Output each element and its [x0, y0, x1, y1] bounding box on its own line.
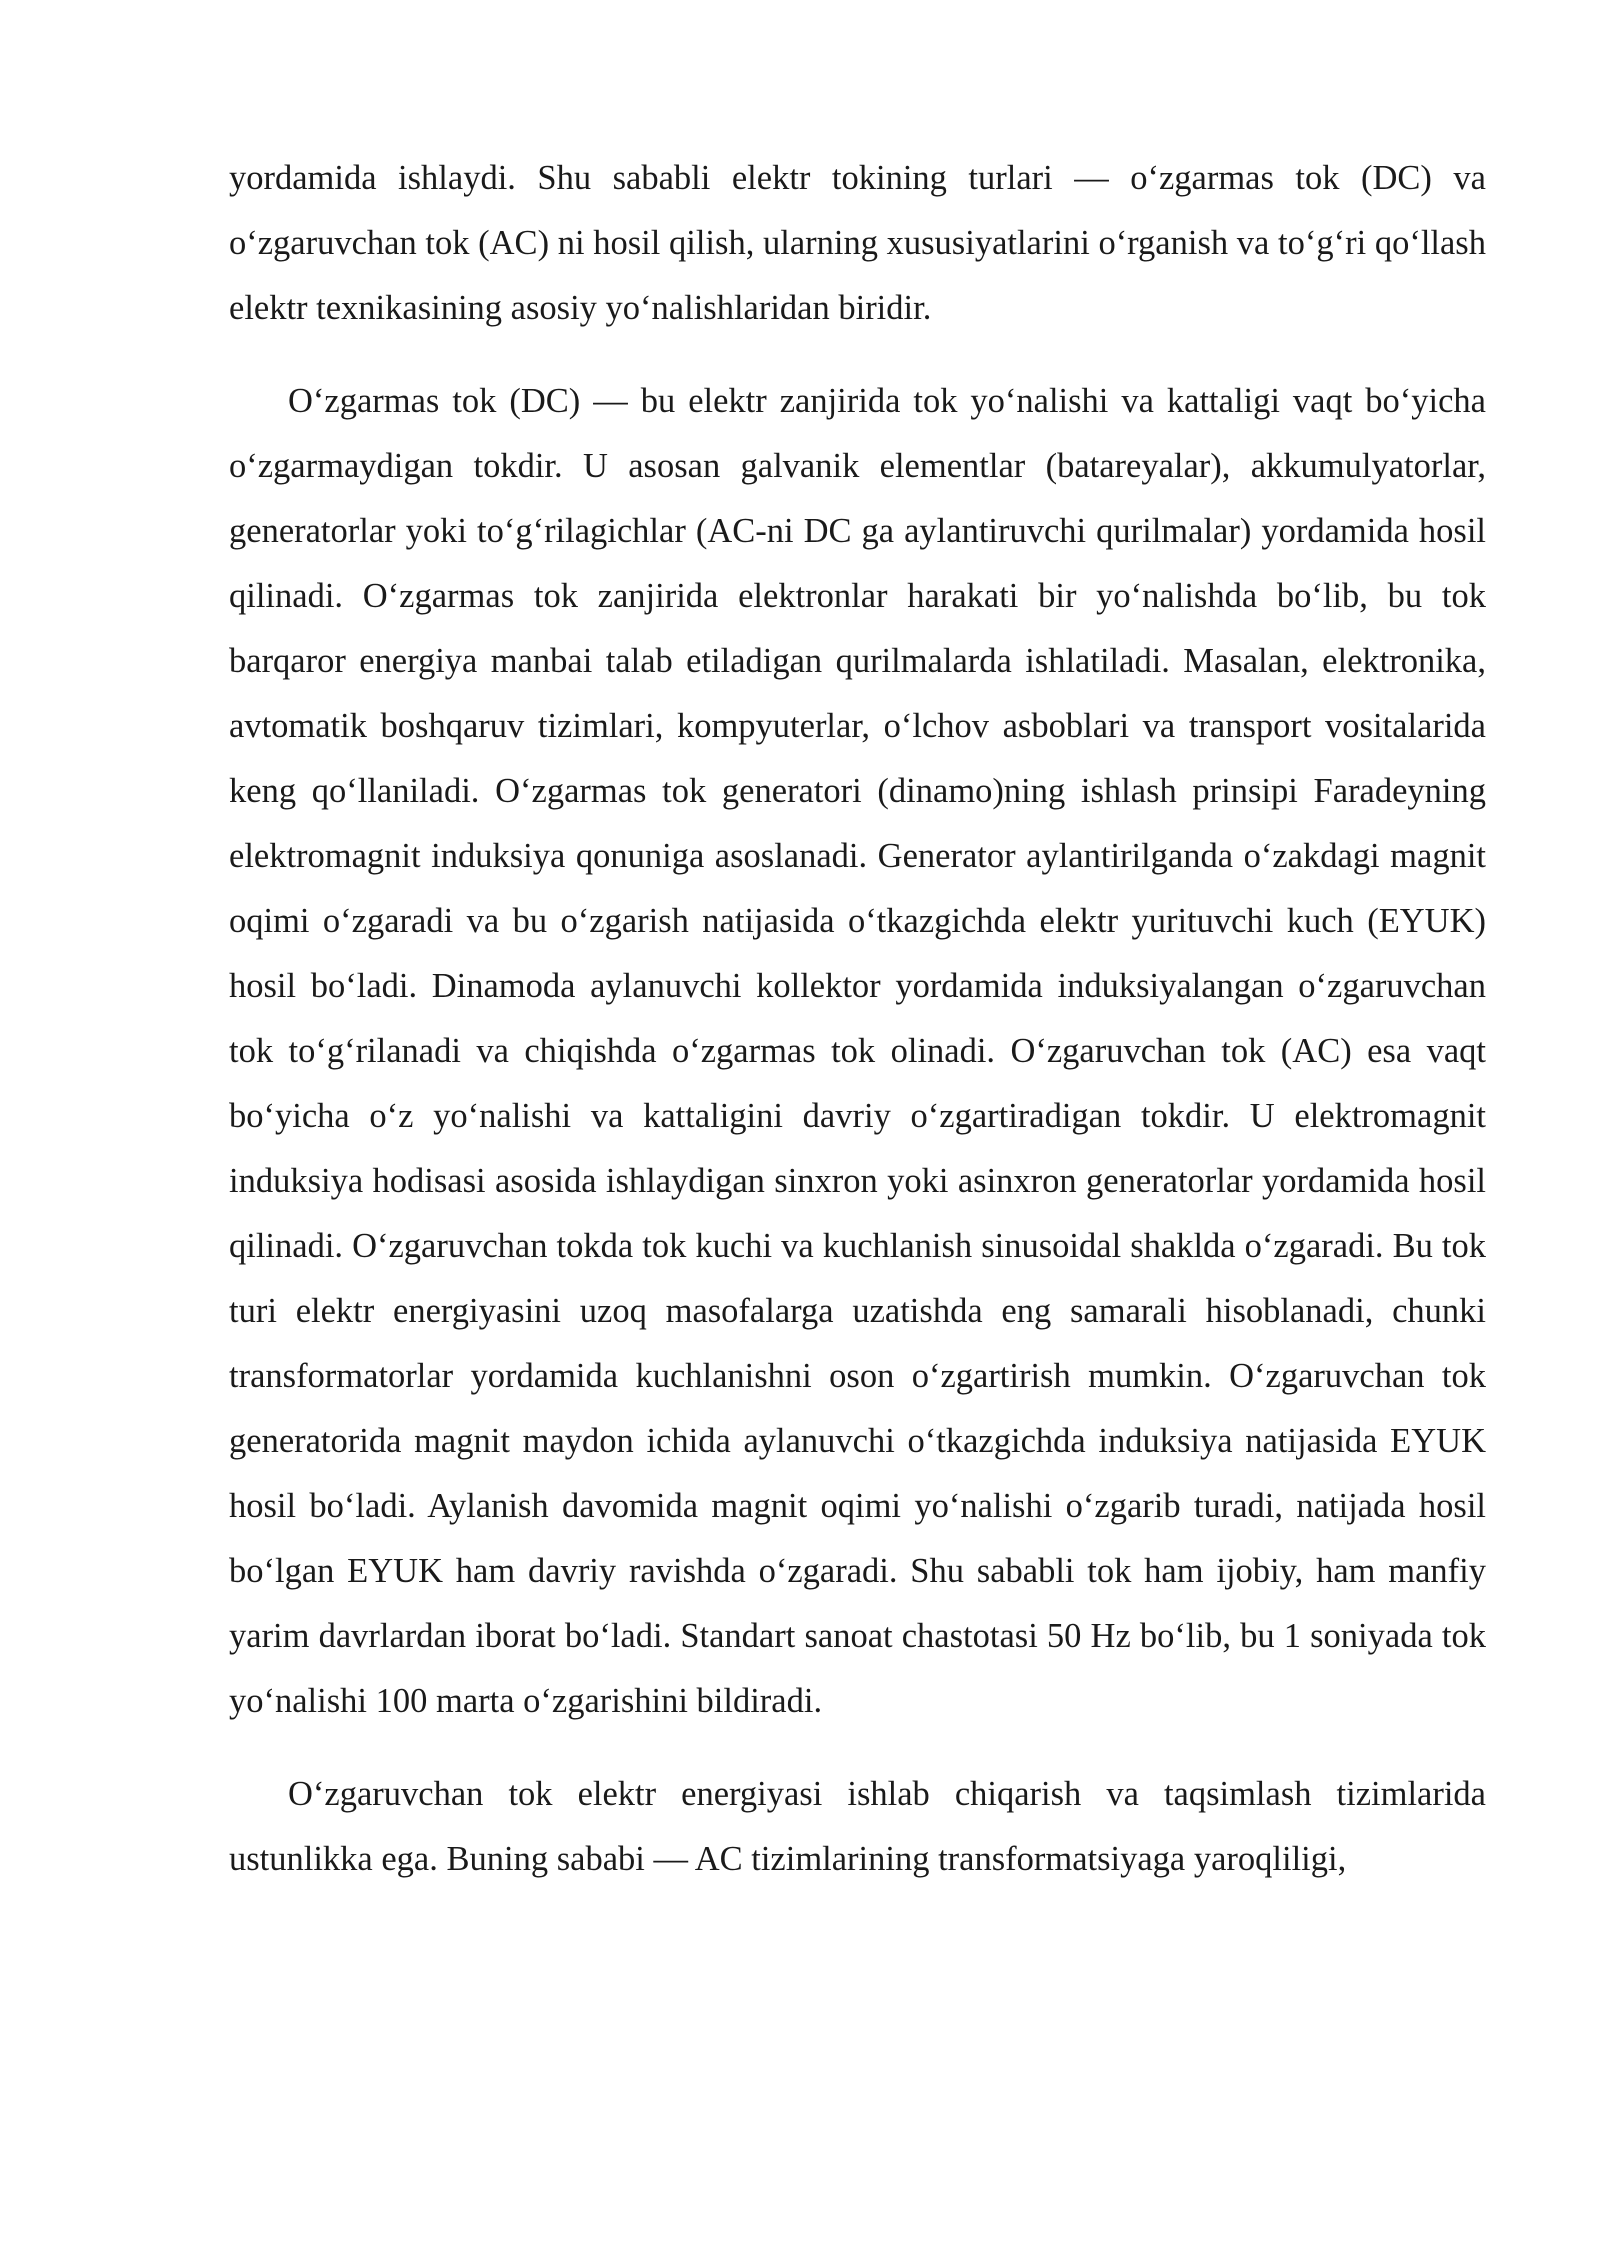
document-body: [229, 146, 1486, 1920]
paragraph-dc-ac: Oʻzgarmas tok (DC) — bu elektr zanjirida tok yoʻnalishi va kattaligi vaqt boʻyicha oʻzgarmaydigan tokdir. U asosan galvanik elementlar (batareyalar), akkumulyatorlar, generatorlar yoki toʻgʻrilagichlar (AC-ni DC ga aylantiruvchi qurilmalar) yordamida hosil qilinadi. Oʻzgarmas tok zanjirida elektronlar harakati bir yoʻnalishda boʻlib, bu tok barqaror energiya manbai talab etiladigan qurilmalarda ishlatiladi. Masalan, elektronika, avtomatik boshqaruv tizimlari, kompyuterlar, oʻlchov asboblari va transport vositalarida keng qoʻllaniladi. Oʻzgarmas tok generatori (dinamo)ning ishlash prinsipi Faradeyning elektromagnit induksiya qonuniga asoslanadi. Generator aylantirilganda oʻzakdagi magnit oqimi oʻzgaradi va bu oʻzgarish natijasida oʻtkazgichda elektr yurituvchi kuch (EYUK) hosil boʻladi. Dinamoda aylanuvchi kollektor yordamida induksiyalangan oʻzgaruvchan tok toʻgʻrilanadi va chiqishda oʻzgarmas tok olinadi. Oʻzgaruvchan tok (AC) esa vaqt boʻyicha oʻz yoʻnalishi va kattaligini davriy oʻzgartiradigan tokdir. U elektromagnit induksiya hodisasi asosida ishlaydigan sinxron yoki asinxron generatorlar yordamida hosil qilinadi. Oʻzgaruvchan tokda tok kuchi va kuchlanish sinusoidal shaklda oʻzgaradi. Bu tok turi elektr energiyasini uzoq masofalarga uzatishda eng samarali hisoblanadi, chunki transformatorlar yordamida kuchlanishni oson oʻzgartirish mumkin. Oʻzgaruvchan tok generatorida magnit maydon ichida aylanuvchi oʻtkazgichda induksiya natijasida EYUK hosil boʻladi. Aylanish davomida magnit oqimi yoʻnalishi oʻzgarib turadi, natijada hosil boʻlgan EYUK ham davriy ravishda oʻzgaradi. Shu sababli tok ham ijobiy, ham manfiy yarim davrlardan iborat boʻladi. Standart sanoat chastotasi 50 Hz boʻlib, bu 1 soniyada tok yoʻnalishi 100 marta oʻzgarishini bildiradi.: [229, 382, 1486, 1720]
paragraph-continuation: yordamida ishlaydi. Shu sababli elektr tokining turlari — oʻzgarmas tok (DC) va oʻzgaruvchan tok (AC) ni hosil qilish, ularning xususiyatlarini oʻrganish va toʻgʻri qoʻllash elektr texnikasining asosiy yoʻnalishlaridan biridir.: [229, 159, 1486, 327]
paragraph-ac-advantages: Oʻzgaruvchan tok elektr energiyasi ishlab chiqarish va taqsimlash tizimlarida ustunlikka ega. Buning sababi — AC tizimlarining transformatsiyaga yaroqliligi,: [229, 1775, 1486, 1878]
